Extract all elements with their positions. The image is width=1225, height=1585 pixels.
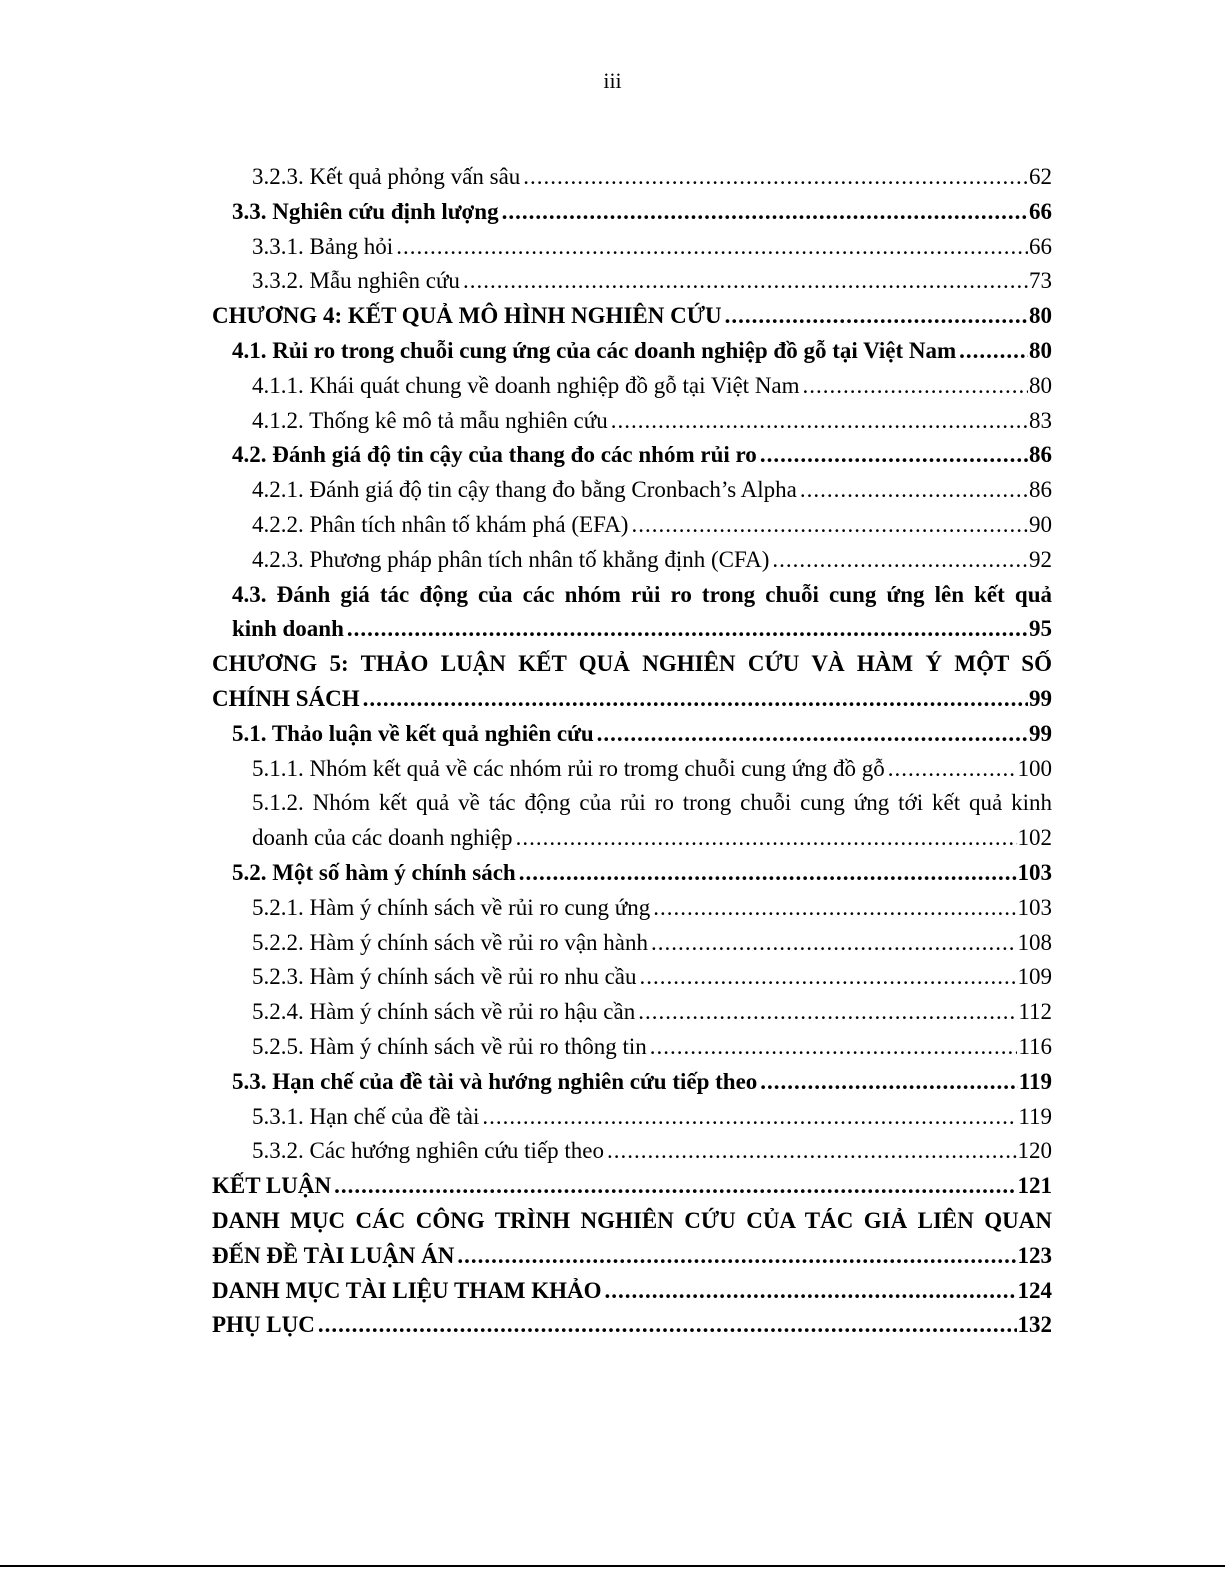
toc-entry-page: 86 <box>1029 442 1052 468</box>
toc-entry-page: 99 <box>1029 720 1052 746</box>
toc-entry[interactable] <box>212 508 1052 543</box>
toc-entry[interactable] <box>212 1204 1052 1274</box>
toc-entry-page: 103 <box>1017 859 1052 885</box>
dot-leader <box>457 1239 1016 1274</box>
toc-entry-page: 124 <box>1017 1277 1052 1303</box>
toc-entry-title: 5.2.5. Hàm ý chính sách về rủi ro thông tin <box>252 1033 647 1059</box>
page-bottom-rule <box>0 1565 1225 1567</box>
toc-entry[interactable] <box>212 438 1052 473</box>
toc-entry[interactable] <box>212 1274 1052 1309</box>
toc-entry-page: 66 <box>1029 233 1052 259</box>
toc-entry[interactable] <box>212 230 1052 265</box>
toc-entry[interactable] <box>212 264 1052 299</box>
toc-entry-title-continuation: CHÍNH SÁCH <box>212 685 360 711</box>
toc-entry[interactable] <box>212 856 1052 891</box>
toc-entry-page: 90 <box>1029 511 1052 537</box>
toc-entry-page: 112 <box>1018 999 1052 1025</box>
toc-entry[interactable] <box>212 473 1052 508</box>
toc-entry[interactable] <box>212 752 1052 787</box>
toc-entry[interactable] <box>212 1100 1052 1135</box>
toc-entry-title: DANH MỤC TÀI LIỆU THAM KHẢO <box>212 1277 602 1303</box>
toc-entry-page: 116 <box>1018 1033 1052 1059</box>
dot-leader <box>959 334 1028 369</box>
dot-leader <box>803 369 1028 404</box>
toc-entry-page: 102 <box>1017 825 1052 851</box>
dot-leader <box>334 1169 1016 1204</box>
toc-entry-page: 83 <box>1029 407 1052 433</box>
toc-entry-title: KẾT LUẬN <box>212 1173 332 1199</box>
dot-leader <box>605 1274 1017 1309</box>
toc-entry-title: 4.1.2. Thống kê mô tả mẫu nghiên cứu <box>252 407 608 433</box>
toc-entry-page: 62 <box>1029 164 1052 189</box>
toc-entry-title: 5.3.1. Hạn chế của đề tài <box>252 1103 480 1129</box>
toc-entry-title: 4.1. Rủi ro trong chuỗi cung ứng của các doanh nghiệp đồ gỗ tại Việt Nam <box>232 337 957 363</box>
dot-leader <box>653 891 1016 926</box>
toc-entry-page: 99 <box>1029 685 1052 711</box>
toc-entry[interactable] <box>212 995 1052 1030</box>
toc-entry[interactable] <box>212 1134 1052 1169</box>
dot-leader <box>363 682 1028 717</box>
dot-leader <box>638 995 1017 1030</box>
toc-entry-page: 103 <box>1017 894 1052 920</box>
toc-entry-title: 3.3.2. Mẫu nghiên cứu <box>252 268 460 294</box>
toc-entry-title: 5.1. Thảo luận về kết quả nghiên cứu <box>232 720 594 746</box>
toc-entry-page: 119 <box>1018 1068 1052 1094</box>
dot-leader <box>611 404 1028 439</box>
toc-entry-page: 119 <box>1018 1103 1052 1129</box>
toc-entry-title: 5.3. Hạn chế của đề tài và hướng nghiên cứu tiếp theo <box>232 1068 758 1094</box>
toc-entry-page: 132 <box>1017 1312 1052 1338</box>
page-number: iii <box>603 68 622 93</box>
toc-entry-title: 5.2.4. Hàm ý chính sách về rủi ro hậu cần <box>252 999 636 1025</box>
toc-entry-title: 4.3. Đánh giá tác động của các nhóm rủi ro trong chuỗi cung ứng lên kết quả <box>232 581 1052 607</box>
dot-leader <box>502 195 1028 230</box>
toc-entry-page: 80 <box>1029 337 1052 363</box>
toc-entry-title: 5.2.1. Hàm ý chính sách về rủi ro cung ứng <box>252 894 651 920</box>
toc-entry[interactable] <box>212 299 1052 334</box>
dot-leader <box>318 1308 1017 1343</box>
dot-leader <box>347 612 1028 647</box>
toc-entry-page: 120 <box>1017 1138 1052 1164</box>
toc-entry-title: 5.2.2. Hàm ý chính sách về rủi ro vận hành <box>252 929 649 955</box>
toc-entry-title: CHƯƠNG 5: THẢO LUẬN KẾT QUẢ NGHIÊN CỨU VÀ HÀM Ý MỘT SỐ <box>212 651 1052 677</box>
dot-leader <box>650 1030 1018 1065</box>
toc-entry-title: 4.2.2. Phân tích nhân tố khám phá (EFA) <box>252 511 629 537</box>
dot-leader <box>772 543 1028 578</box>
dot-leader <box>651 926 1016 961</box>
toc-entry-title: 4.2.1. Đánh giá độ tin cậy thang đo bằng Cronbach’s Alpha <box>252 477 797 503</box>
toc-entry-title: 5.1.2. Nhóm kết quả về tác động của rủi ro trong chuỗi cung ứng tới kết quả kinh <box>252 790 1052 816</box>
toc-entry-title: 5.2. Một số hàm ý chính sách <box>232 859 516 885</box>
toc-entry[interactable] <box>212 195 1052 230</box>
toc-entry-title: 3.3.1. Bảng hỏi <box>252 233 394 259</box>
toc-entry[interactable] <box>212 717 1052 752</box>
dot-leader <box>800 473 1028 508</box>
toc-entry[interactable] <box>212 160 1052 195</box>
toc-entry-title: PHỤ LỤC <box>212 1312 315 1338</box>
dot-leader <box>396 230 1028 265</box>
dot-leader <box>519 856 1017 891</box>
toc-entry[interactable] <box>212 891 1052 926</box>
toc-entry[interactable] <box>212 1030 1052 1065</box>
toc-entry[interactable] <box>212 369 1052 404</box>
dot-leader <box>523 160 1028 195</box>
toc-entry[interactable] <box>212 1065 1052 1100</box>
toc-entry-title: CHƯƠNG 4: KẾT QUẢ MÔ HÌNH NGHIÊN CỨU <box>212 303 722 329</box>
toc-entry-page: 123 <box>1017 1242 1052 1268</box>
toc-entry-title-continuation: doanh của các doanh nghiệp <box>252 825 513 851</box>
table-of-contents <box>212 160 1052 1343</box>
toc-entry-title: 5.3.2. Các hướng nghiên cứu tiếp theo <box>252 1138 604 1164</box>
dot-leader <box>631 508 1028 543</box>
toc-entry-title: 4.1.1. Khái quát chung về doanh nghiệp đồ gỗ tại Việt Nam <box>252 372 800 398</box>
toc-entry-page: 80 <box>1029 372 1052 398</box>
toc-entry-title: DANH MỤC CÁC CÔNG TRÌNH NGHIÊN CỨU CỦA TÁC GIẢ LIÊN QUAN <box>212 1207 1052 1233</box>
toc-entry-page: 66 <box>1029 198 1052 224</box>
toc-entry-page: 121 <box>1017 1173 1052 1199</box>
dot-leader <box>463 264 1028 299</box>
toc-entry-title-continuation: ĐẾN ĐỀ TÀI LUẬN ÁN <box>212 1242 455 1268</box>
toc-entry[interactable] <box>212 926 1052 961</box>
toc-entry-title-continuation: kinh doanh <box>232 616 344 642</box>
toc-entry[interactable] <box>212 578 1052 648</box>
toc-entry-title: 5.2.3. Hàm ý chính sách về rủi ro nhu cầu <box>252 964 637 990</box>
dot-leader <box>482 1100 1017 1135</box>
dot-leader <box>640 960 1017 995</box>
toc-entry-title: 4.2. Đánh giá độ tin cậy của thang đo các nhóm rủi ro <box>232 442 757 468</box>
toc-entry-title: 5.1.1. Nhóm kết quả về các nhóm rủi ro tromg chuỗi cung ứng đồ gỗ <box>252 755 885 781</box>
toc-entry-title: 4.2.3. Phương pháp phân tích nhân tố khẳng định (CFA) <box>252 546 770 572</box>
toc-entry[interactable] <box>212 404 1052 439</box>
dot-leader <box>760 438 1028 473</box>
toc-entry-page: 100 <box>1017 755 1052 781</box>
dot-leader <box>760 1065 1017 1100</box>
dot-leader <box>607 1134 1017 1169</box>
toc-entry[interactable] <box>212 1169 1052 1204</box>
toc-entry-title: 3.2.3. Kết quả phỏng vấn sâu <box>252 164 521 189</box>
toc-entry[interactable] <box>212 786 1052 856</box>
toc-entry[interactable] <box>212 334 1052 369</box>
toc-entry-page: 108 <box>1017 929 1052 955</box>
toc-entry[interactable] <box>212 647 1052 717</box>
dot-leader <box>597 717 1028 752</box>
dot-leader <box>725 299 1028 334</box>
toc-entry-title: 3.3. Nghiên cứu định lượng <box>232 198 499 224</box>
toc-entry-page: 92 <box>1029 546 1052 572</box>
toc-entry-page: 73 <box>1029 268 1052 294</box>
toc-entry[interactable] <box>212 960 1052 995</box>
toc-entry[interactable] <box>212 1308 1052 1343</box>
toc-entry-page: 109 <box>1017 964 1052 990</box>
dot-leader <box>888 752 1017 787</box>
dot-leader <box>516 821 1017 856</box>
toc-entry[interactable] <box>212 543 1052 578</box>
toc-entry-page: 80 <box>1029 303 1052 329</box>
toc-entry-page: 95 <box>1029 616 1052 642</box>
toc-entry-page: 86 <box>1029 477 1052 503</box>
